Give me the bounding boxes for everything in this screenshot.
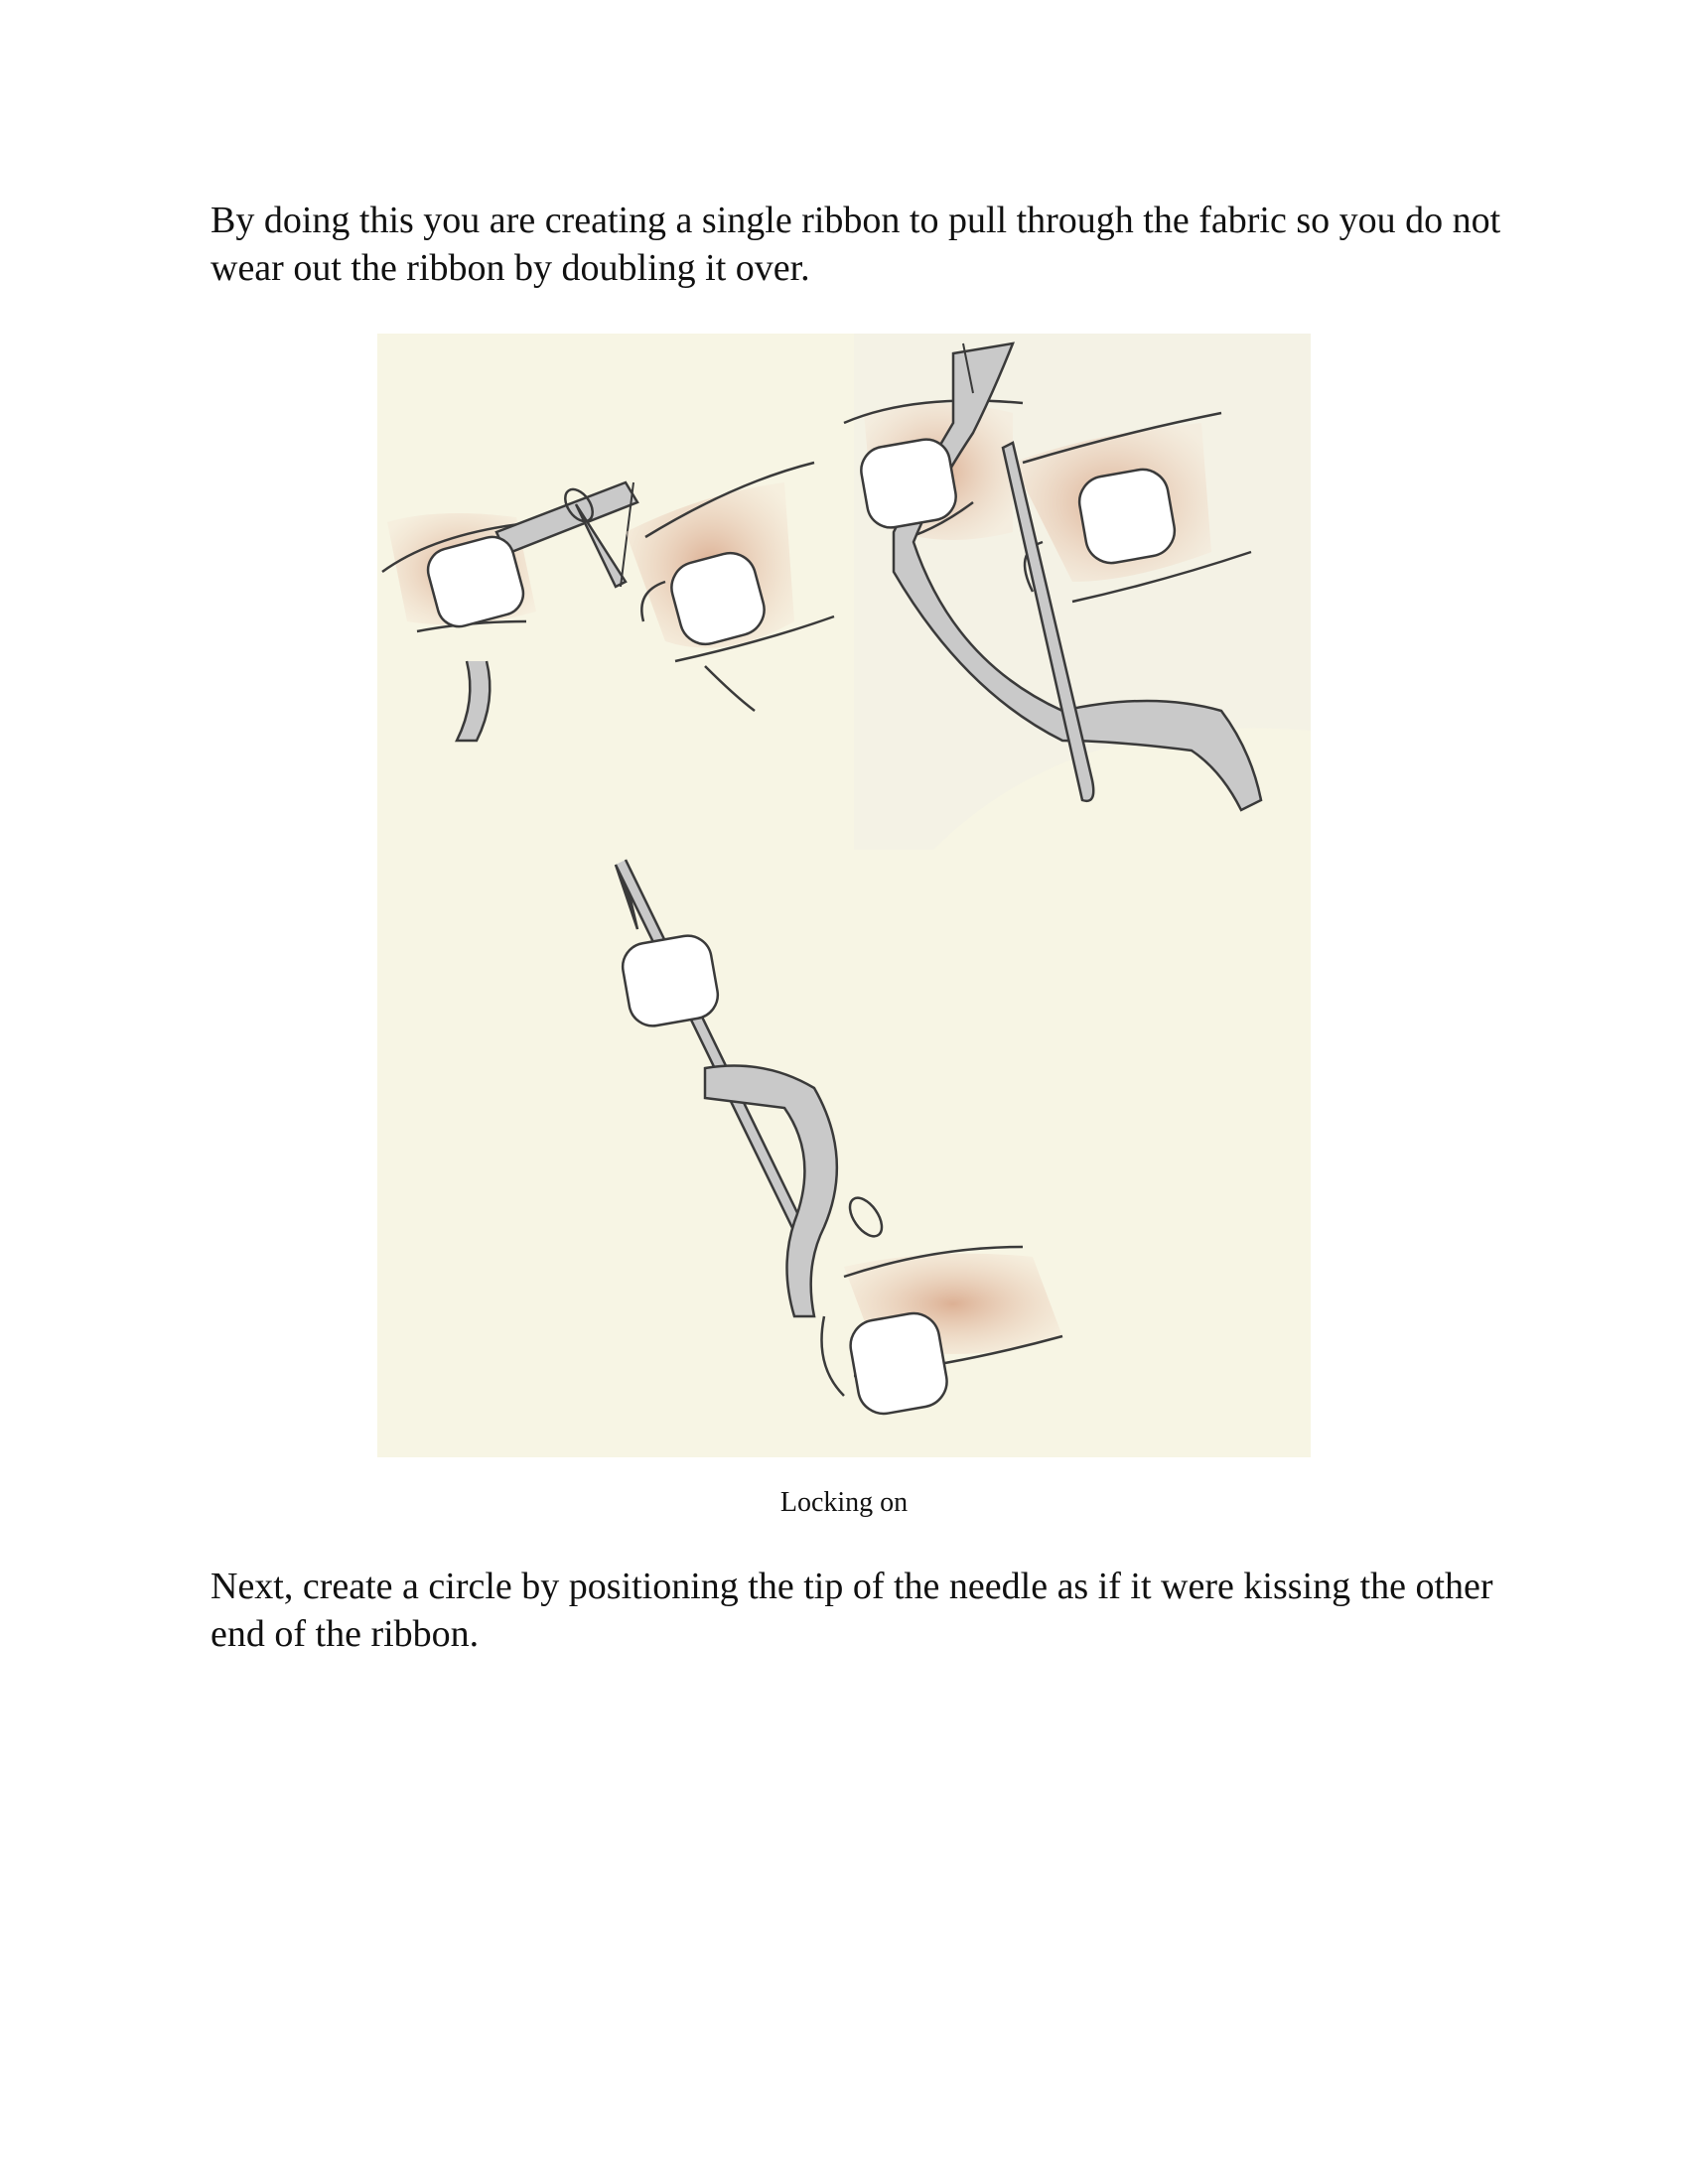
intro-paragraph: By doing this you are creating a single ribbon to pull through the fabric so you do not wear out the ribbon by doubling it over.	[211, 200, 1501, 289]
figure-caption: Locking on	[779, 1487, 909, 1518]
next-paragraph: Next, create a circle by positioning the tip of the needle as if it were kissing the other end of the ribbon.	[211, 1566, 1493, 1655]
locking-on-illustration	[377, 334, 1311, 1457]
